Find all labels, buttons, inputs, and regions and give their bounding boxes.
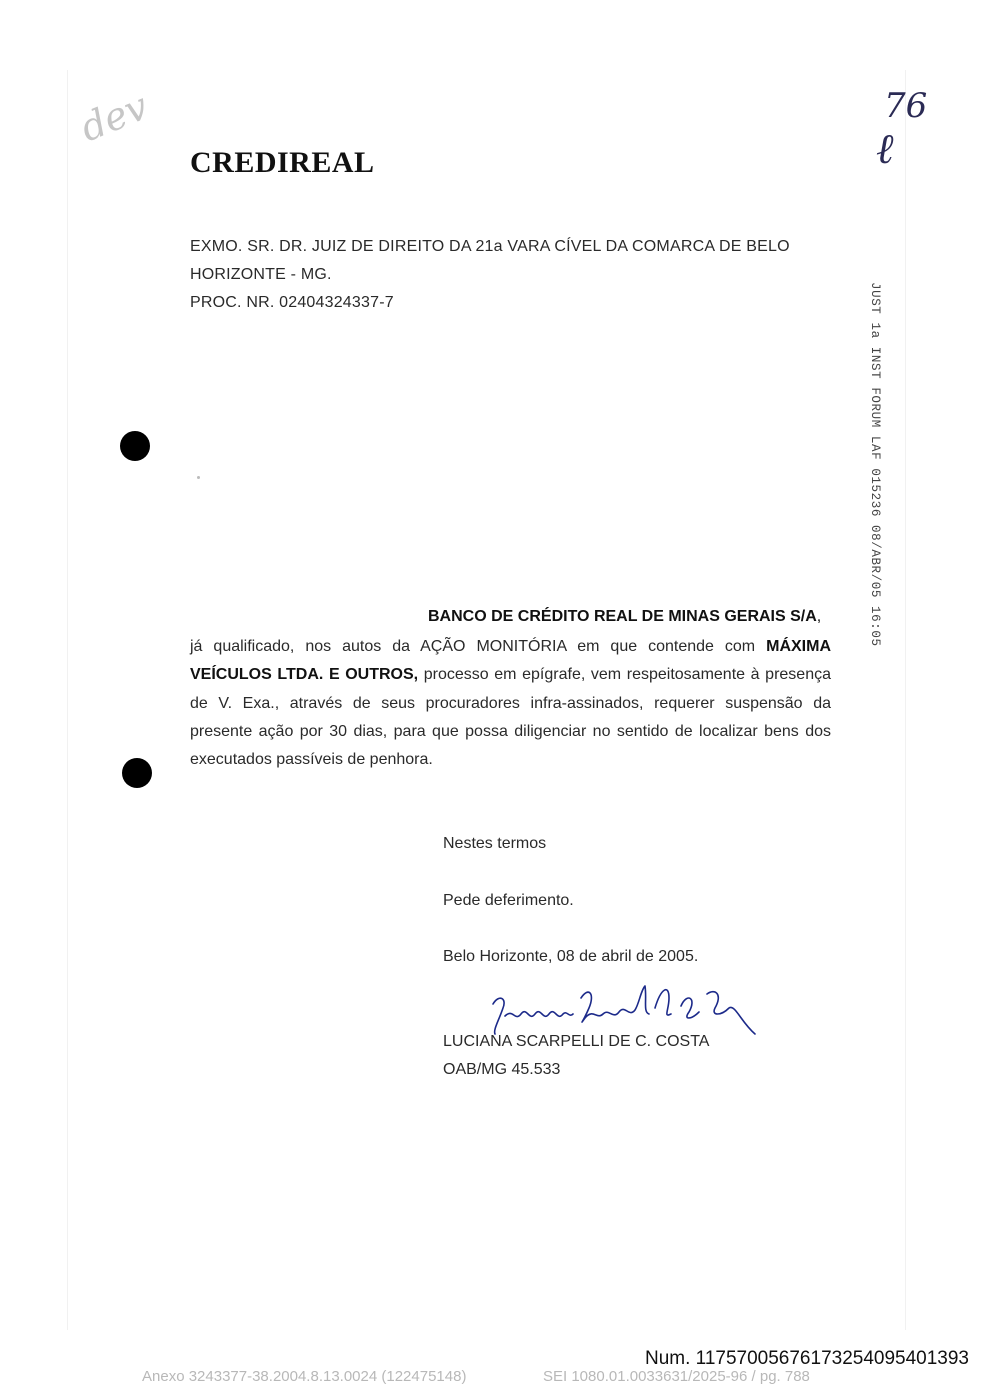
footer-document-number: Num. 11757005676173254095401393	[645, 1348, 970, 1369]
header-process-number: PROC. NR. 02404324337-7	[190, 294, 394, 311]
court-reception-stamp: JUST 1a INST FORUM LAF 015236 08/ABR/05 16:05	[868, 282, 882, 647]
scan-speck	[197, 476, 200, 479]
petitioner-name-comma: ,	[816, 608, 822, 625]
marginalia-mark: ℓ	[876, 124, 894, 173]
footer-annex-reference: Anexo 3243377-38.2004.8.13.0024 (122475148)	[142, 1368, 467, 1385]
defendant-name: MÁXIMA VEÍCULOS LTDA. E OUTROS,	[190, 638, 831, 684]
header-addressee-line1: EXMO. SR. DR. JUIZ DE DIREITO DA 21a VARA CÍVEL DA COMARCA DE BELO	[190, 238, 790, 255]
header-addressee-line2: HORIZONTE - MG.	[190, 266, 332, 283]
handwritten-signature	[485, 978, 760, 1040]
petition-text-intro: já qualificado, nos autos da AÇÃO MONITÓRIA em que contende com	[190, 638, 767, 655]
marginalia-top-left: dev	[74, 83, 155, 151]
page-edge-left	[67, 70, 68, 1330]
punch-hole-bottom	[122, 758, 152, 788]
closing-request: Pede deferimento.	[443, 892, 574, 909]
letterhead-logo: CREDIREAL	[190, 146, 375, 179]
petition-body	[190, 633, 831, 774]
petitioner-name	[428, 608, 821, 626]
petitioner-name-text: BANCO DE CRÉDITO REAL DE MINAS GERAIS S/A	[428, 608, 817, 625]
closing-terms: Nestes termos	[443, 835, 547, 852]
place-date: Belo Horizonte, 08 de abril de 2005.	[443, 948, 699, 965]
punch-hole-top	[120, 431, 150, 461]
marginalia-top-right: 76	[884, 86, 928, 126]
signatory-oab: OAB/MG 45.533	[443, 1061, 561, 1078]
footer-sei-reference: SEI 1080.01.0033631/2025-96 / pg. 788	[543, 1368, 810, 1385]
petition-text-request: processo em epígrafe, vem respeitosamente à presença de V. Exa., através de seus procuradores infra-assinados, requerer suspensão da presente ação por 30 dias, para que possa diligenciar no sentido de localizar bens dos executados passíveis de penhora.	[190, 666, 831, 769]
page-edge-right	[905, 70, 906, 1330]
signatory-name: LUCIANA SCARPELLI DE C. COSTA	[443, 1033, 710, 1050]
